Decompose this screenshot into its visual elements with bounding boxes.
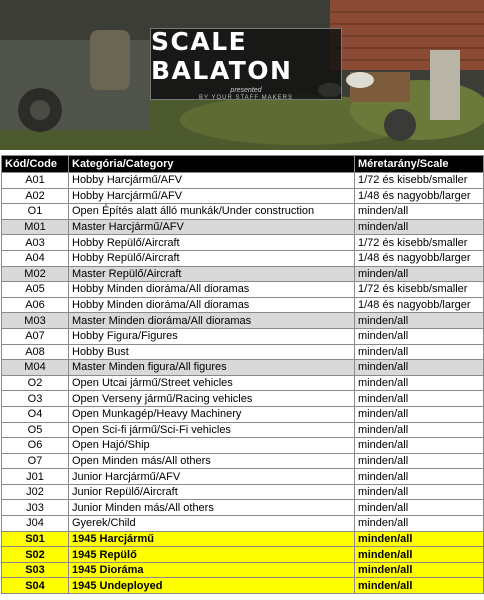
table-row: [2, 422, 484, 438]
code-cell: J04: [2, 516, 69, 532]
scale-cell: minden/all: [355, 500, 484, 516]
scale-cell: minden/all: [355, 562, 484, 578]
scale-cell: 1/72 és kisebb/smaller: [355, 235, 484, 251]
scale-cell: 1/48 és nagyobb/larger: [355, 188, 484, 204]
table-row: [2, 531, 484, 547]
category-cell: Master Minden figura/All figures: [69, 360, 355, 376]
table-row: [2, 250, 484, 266]
table-row: [2, 173, 484, 189]
category-cell: Open Hajó/Ship: [69, 438, 355, 454]
code-cell: O3: [2, 391, 69, 407]
category-table-wrap: [0, 155, 484, 594]
scale-cell: minden/all: [355, 344, 484, 360]
scale-cell: 1/72 és kisebb/smaller: [355, 173, 484, 189]
table-row: [2, 406, 484, 422]
category-cell: Master Repülő/Aircraft: [69, 266, 355, 282]
code-cell: A03: [2, 235, 69, 251]
code-cell: M04: [2, 360, 69, 376]
category-cell: Hobby Harcjármű/AFV: [69, 173, 355, 189]
code-cell: S02: [2, 547, 69, 563]
code-cell: A06: [2, 297, 69, 313]
code-cell: S03: [2, 562, 69, 578]
logo-presented: presented: [230, 87, 262, 94]
scale-cell: 1/48 és nagyobb/larger: [355, 297, 484, 313]
scale-cell: minden/all: [355, 375, 484, 391]
category-cell: Master Harcjármű/AFV: [69, 219, 355, 235]
header-scale: Méretarány/Scale: [355, 156, 484, 173]
category-cell: Open Utcai jármű/Street vehicles: [69, 375, 355, 391]
logo-by-line: BY YOUR STAFF MAKERS: [198, 95, 293, 101]
table-row: [2, 360, 484, 376]
table-row: [2, 328, 484, 344]
table-row: [2, 344, 484, 360]
table-row: [2, 235, 484, 251]
table-header-row: [2, 156, 484, 173]
table-row: [2, 391, 484, 407]
category-cell: Hobby Bust: [69, 344, 355, 360]
header-category: Kategória/Category: [69, 156, 355, 173]
category-cell: 1945 Repülő: [69, 547, 355, 563]
category-cell: Open Munkagép/Heavy Machinery: [69, 406, 355, 422]
code-cell: O1: [2, 204, 69, 220]
code-cell: A07: [2, 328, 69, 344]
header-code: Kód/Code: [2, 156, 69, 173]
table-row: [2, 313, 484, 329]
table-row: [2, 547, 484, 563]
category-table: [1, 155, 484, 594]
scale-cell: minden/all: [355, 406, 484, 422]
scale-cell: minden/all: [355, 360, 484, 376]
code-cell: O2: [2, 375, 69, 391]
category-cell: Hobby Figura/Figures: [69, 328, 355, 344]
code-cell: O4: [2, 406, 69, 422]
scale-cell: minden/all: [355, 328, 484, 344]
table-row: [2, 188, 484, 204]
code-cell: M02: [2, 266, 69, 282]
category-cell: 1945 Undeployed: [69, 578, 355, 594]
scale-cell: minden/all: [355, 516, 484, 532]
code-cell: J02: [2, 484, 69, 500]
code-cell: A05: [2, 282, 69, 298]
code-cell: O7: [2, 453, 69, 469]
table-row: [2, 266, 484, 282]
category-cell: Gyerek/Child: [69, 516, 355, 532]
category-cell: Hobby Minden dioráma/All dioramas: [69, 297, 355, 313]
code-cell: A01: [2, 173, 69, 189]
table-row: [2, 500, 484, 516]
table-row: [2, 282, 484, 298]
scale-cell: minden/all: [355, 204, 484, 220]
category-cell: Hobby Harcjármű/AFV: [69, 188, 355, 204]
table-row: [2, 516, 484, 532]
category-cell: Open Építés alatt álló munkák/Under construction: [69, 204, 355, 220]
table-row: [2, 578, 484, 594]
category-cell: Junior Harcjármű/AFV: [69, 469, 355, 485]
code-cell: A02: [2, 188, 69, 204]
scale-cell: 1/72 és kisebb/smaller: [355, 282, 484, 298]
logo-title: SCALE BALATON: [151, 27, 293, 85]
code-cell: S04: [2, 578, 69, 594]
scale-cell: minden/all: [355, 547, 484, 563]
table-row: [2, 484, 484, 500]
scale-cell: minden/all: [355, 484, 484, 500]
scale-cell: minden/all: [355, 438, 484, 454]
category-cell: Open Sci-fi jármű/Sci-Fi vehicles: [69, 422, 355, 438]
category-cell: 1945 Dioráma: [69, 562, 355, 578]
category-cell: 1945 Harcjármű: [69, 531, 355, 547]
scale-cell: minden/all: [355, 531, 484, 547]
category-cell: Master Minden dioráma/All dioramas: [69, 313, 355, 329]
category-cell: Open Verseny jármű/Racing vehicles: [69, 391, 355, 407]
table-row: [2, 219, 484, 235]
code-cell: A04: [2, 250, 69, 266]
code-cell: J01: [2, 469, 69, 485]
banner-photo: [0, 0, 484, 150]
scale-cell: minden/all: [355, 453, 484, 469]
code-cell: S01: [2, 531, 69, 547]
code-cell: M03: [2, 313, 69, 329]
scale-cell: minden/all: [355, 469, 484, 485]
table-row: [2, 204, 484, 220]
code-cell: J03: [2, 500, 69, 516]
category-cell: Hobby Minden dioráma/All dioramas: [69, 282, 355, 298]
table-row: [2, 438, 484, 454]
category-cell: Open Minden más/All others: [69, 453, 355, 469]
scale-cell: minden/all: [355, 219, 484, 235]
table-row: [2, 375, 484, 391]
scale-cell: minden/all: [355, 266, 484, 282]
scale-cell: minden/all: [355, 391, 484, 407]
scale-cell: 1/48 és nagyobb/larger: [355, 250, 484, 266]
category-cell: Hobby Repülő/Aircraft: [69, 250, 355, 266]
code-cell: O6: [2, 438, 69, 454]
table-row: [2, 453, 484, 469]
scale-cell: minden/all: [355, 422, 484, 438]
scale-cell: minden/all: [355, 578, 484, 594]
scale-cell: minden/all: [355, 313, 484, 329]
code-cell: A08: [2, 344, 69, 360]
table-row: [2, 469, 484, 485]
category-cell: Hobby Repülő/Aircraft: [69, 235, 355, 251]
category-cell: Junior Minden más/All others: [69, 500, 355, 516]
table-row: [2, 562, 484, 578]
code-cell: M01: [2, 219, 69, 235]
code-cell: O5: [2, 422, 69, 438]
scale-balaton-logo: [150, 28, 342, 100]
table-row: [2, 297, 484, 313]
category-cell: Junior Repülő/Aircraft: [69, 484, 355, 500]
